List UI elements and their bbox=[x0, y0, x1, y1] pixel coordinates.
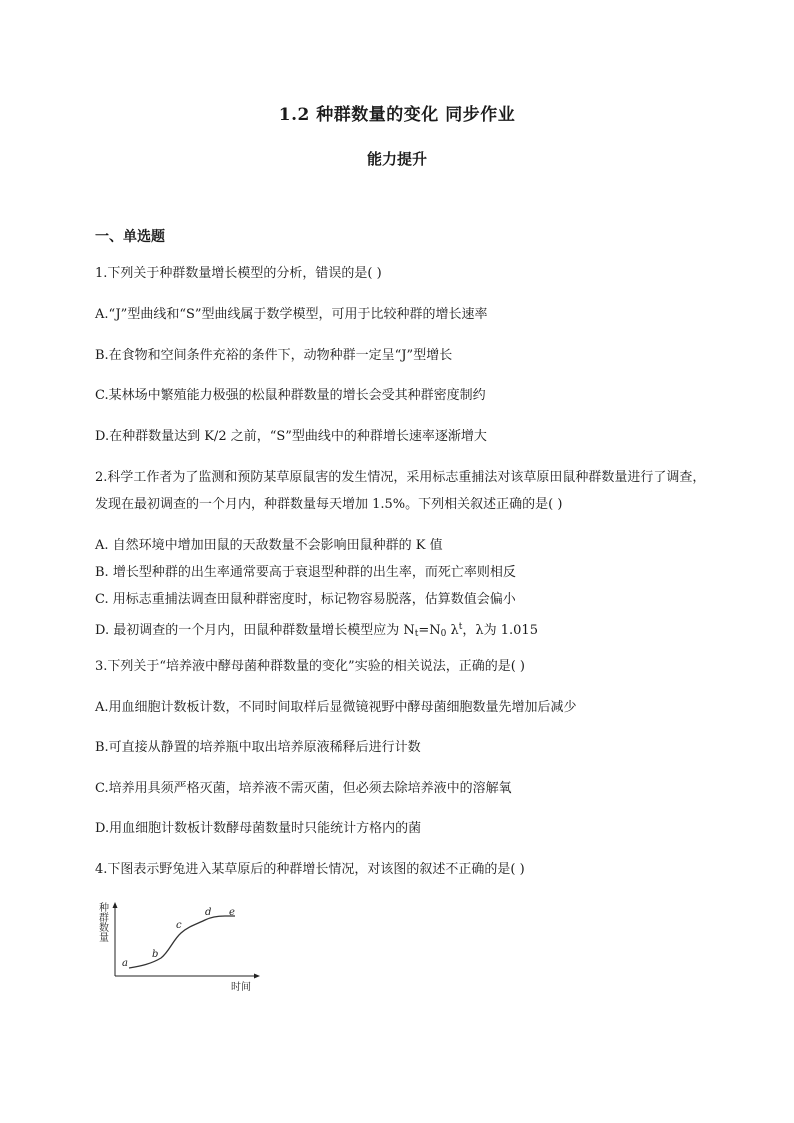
question-2-option-d bbox=[95, 618, 715, 643]
question-3-option-c: C.培养用具须严格灭菌，培养液不需灭菌，但必须去除培养液中的溶解氧 bbox=[95, 781, 512, 796]
lambda-symbol: λ bbox=[446, 623, 459, 638]
question-4-stem: 4.下图表示野兔进入某草原后的种群增长情况，对该图的叙述不正确的是( ) bbox=[95, 862, 525, 877]
option-d-prefix: D. 最初调查的一个月内，田鼠种群数量增长模型应为 N bbox=[95, 623, 415, 638]
subscript-t: t bbox=[414, 629, 419, 639]
figure-ylabel: 种群数量 bbox=[96, 902, 108, 942]
question-1-stem: 1.下列关于种群数量增长模型的分析，错误的是( ) bbox=[95, 266, 382, 281]
question-2-option-a: A. 自然环境中增加田鼠的天敌数量不会影响田鼠种群的 K 值 bbox=[95, 538, 443, 553]
question-3-option-d: D.用血细胞计数板计数酵母菌数量时只能统计方格内的菌 bbox=[95, 821, 422, 836]
growth-curve bbox=[129, 916, 235, 968]
subscript-0: 0 bbox=[440, 629, 447, 639]
curve-point-a: a bbox=[122, 958, 128, 969]
y-axis-arrow bbox=[113, 902, 118, 908]
document-subtitle: 能力提升 bbox=[366, 150, 427, 168]
question-1-option-c: C.某林场中繁殖能力极强的松鼠种群数量的增长会受其种群密度制约 bbox=[95, 388, 486, 403]
option-d-suffix: ，λ为 1.015 bbox=[462, 623, 538, 638]
question-1-option-a: A.“J”型曲线和“S”型曲线属于数学模型，可用于比较种群的增长速率 bbox=[95, 307, 488, 322]
question-3-option-a: A.用血细胞计数板计数，不同时间取样后显微镜视野中酵母菌细胞数量先增加后减少 bbox=[95, 700, 577, 715]
population-growth-figure bbox=[93, 898, 263, 994]
curve-point-e: e bbox=[229, 907, 235, 918]
question-2-stem: 2.科学工作者为了监测和预防某草原鼠害的发生情况，采用标志重捕法对该草原田鼠种群数量进行了调查，发现在最初调查的一个月内，种群数量每天增加 1.5%。下列相关叙述正确的是( ) bbox=[95, 470, 706, 512]
question-1-option-b: B.在食物和空间条件充裕的条件下，动物种群一定呈“J”型增长 bbox=[95, 348, 453, 363]
equals-n: =N bbox=[418, 623, 441, 638]
curve-point-c: c bbox=[176, 920, 182, 931]
question-1-option-d: D.在种群数量达到 K/2 之前，“S”型曲线中的种群增长速率逐渐增大 bbox=[95, 429, 487, 444]
question-3-stem: 3.下列关于“培养液中酵母菌种群数量的变化”实验的相关说法，正确的是( ) bbox=[95, 659, 525, 674]
x-axis-arrow bbox=[254, 974, 260, 979]
figure-xlabel: 时间 bbox=[231, 982, 251, 993]
section-heading: 一、单选题 bbox=[95, 229, 165, 245]
question-2-option-b: B. 增长型种群的出生率通常要高于衰退型种群的出生率，而死亡率则相反 bbox=[95, 565, 516, 580]
curve-point-b: b bbox=[152, 949, 159, 960]
curve-point-d: d bbox=[205, 907, 212, 918]
document-title: 1.2 种群数量的变化 同步作业 bbox=[278, 105, 516, 125]
question-2-option-c: C. 用标志重捕法调查田鼠种群密度时，标记物容易脱落，估算数值会偏小 bbox=[95, 592, 516, 607]
superscript-t: t bbox=[458, 622, 463, 632]
question-3-option-b: B.可直接从静置的培养瓶中取出培养原液稀释后进行计数 bbox=[95, 740, 421, 755]
